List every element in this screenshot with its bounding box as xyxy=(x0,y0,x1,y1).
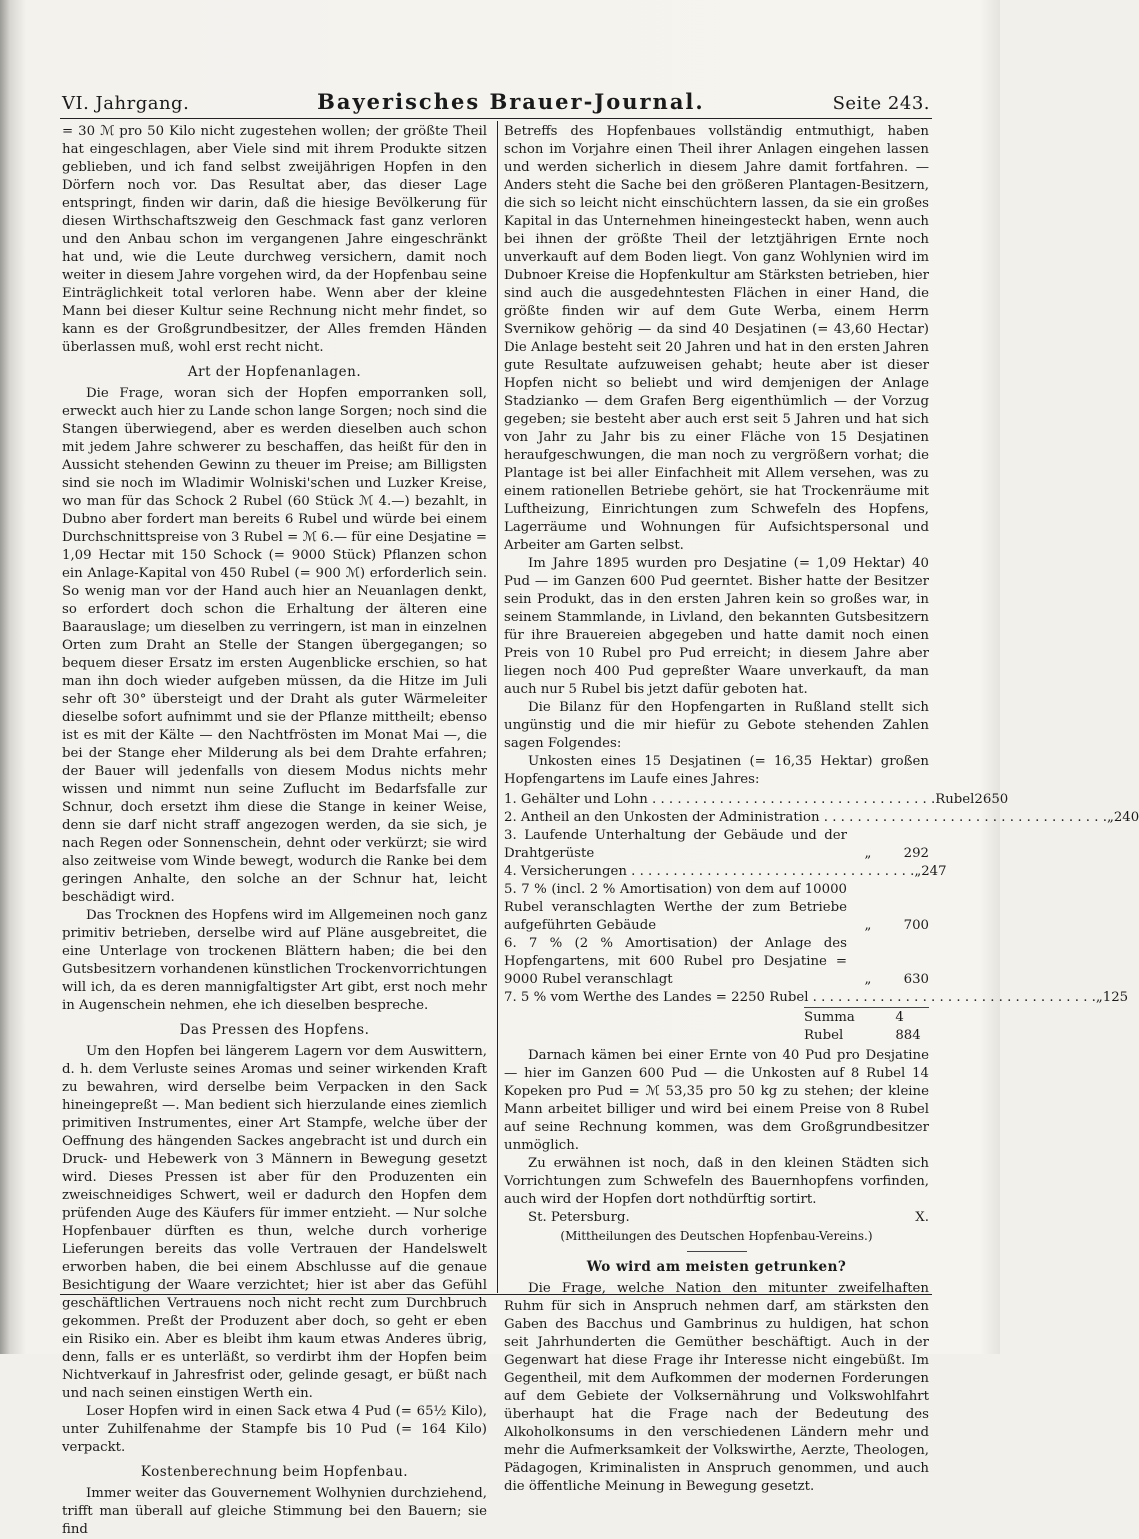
section-heading-kostenberechnung: Kostenberechnung beim Hopfenbau. xyxy=(140,1464,409,1480)
header-rule xyxy=(60,118,932,119)
author-signature: X. xyxy=(915,1210,929,1225)
cost-value: 240 xyxy=(1113,810,1139,825)
paragraph: Das Trocknen des Hopfens wird im Allgemeinen noch ganz primitiv betrieben, derselbe wird auf Pläne ausgebreitet, die eine Unterlage von trockenen Blättern haben; die bei den Gutsbesitzern vorhandenen künstlichen Trockenvorrichtungen will ich, da es deren mannigfaltigster Art gibt, erst noch mehr in Augenschein nehmen, ehe ich dieselben bespreche. xyxy=(62,908,487,1013)
paragraph: Betreffs des Hopfenbaues vollständig entmuthigt, haben schon im Vorjahre einen Theil ihrer Anlagen eingehen lassen und werden sicherlich in diesem Jahre damit fortfahren. — Anders steht die Sache bei den größeren Plantagen-Besitzern, die sich so leicht nicht einschüchtern lassen, da sie ein großes Kapital in das Unternehmen hineingesteckt haben, wenn auch bei ihnen der größte Theil der letztjährigen Ernte noch unverkauft auf dem Boden liegt. Von ganz Wohlynien wird im Dubnoer Kreise die Hopfenkultur am Stärksten betrieben, hier sind auch die ausgedehntesten Flächen in einer Hand, die größte finden wir auf dem Gute Werba, einem Herrn Svernikow gehörig — da sind 40 Desjatinen (= 43,60 Hectar) Die Anlage besteht seit 20 Jahren und hat in den ersten Jahren gute Resultate aufzuweisen gehabt; heute aber ist dieser Hopfen nicht so beliebt und wird demjenigen der Anlage Stadzianko — dem Grafen Berg eigenthümlich — der Vorzug gegeben; sie besteht aber auch erst seit 5 Jahren und hat sich von Jahr zu Jahr bis zu einer Fläche von 15 Desjatinen heraufgeschwungen, die man noch zu vergrößern vorhat; die Plantage ist bei aller Einfachheit mit Allem versehen, was zu einem rationellen Betriebe gehört, sie hat Trockenräume mit Luftheizung, Einrichtungen zum Schwefeln des Hopfens, Lagerräume und Wohnungen für Aufsichtspersonal und Arbeiter am Garten selbst. xyxy=(504,124,929,553)
cost-value: 630 xyxy=(903,972,929,987)
cost-label: 7. 5 % vom Werthe des Landes = 2250 Rubel . . . xyxy=(504,989,1096,1007)
cost-currency: „ xyxy=(914,864,922,879)
paragraph: Um den Hopfen bei längerem Lagern vor dem Auswittern, d. h. dem Verluste seines Aromas und seiner wirkenden Kraft zu bewahren, wird derselbe beim Verpacken in den Sack hineingepreßt —. Man bedient sich hierzulande eines ziemlich primitiven Instrumentes, einer Art Stampfe, welche über der Oeffnung des hängenden Sackes angebracht ist und durch ein Druck- und Hebewerk von 3 Männern in Bewegung gesetzt wird. Dieses Pressen ist aber für den Produzenten ein zweischneidiges Schwert, weil er dadurch den Hopfen dem prüfenden Auge des Käufers für immer entzieht. — Nur solche Hopfenbauer dürften es thun, welche durch vorherige Lieferungen bereits das volle Vertrauen der Handelswelt erworben haben, die bei einem Abschlusse auf die genaue Besichtigung der Waare verzichtet; hier ist aber das Gefühl geschäftlichen Vertrauens noch nicht recht zum Durchbruch gekommen. Preßt der Produzent aber doch, so geht er eben ein Risiko ein. Aber es bleibt ihm kaum etwas Anderes übrig, denn, falls er es unterläßt, so verdirbt ihm der Hopfen beim Nichtverkauf in Jahresfrist oder, gelinde gesagt, er büßt nach und nach seinen einstigen Werth ein. xyxy=(62,1044,487,1401)
cost-currency: „ xyxy=(864,972,872,987)
cost-row xyxy=(504,809,1139,827)
cost-value: 2650 xyxy=(974,792,1009,807)
cost-row xyxy=(504,863,947,881)
signature-line xyxy=(504,1209,929,1227)
article-divider xyxy=(687,1251,747,1252)
cost-currency: „ xyxy=(864,918,872,933)
cost-table xyxy=(504,791,1139,1045)
cost-row xyxy=(504,989,1129,1007)
cost-label: 6. 7 % (2 % Amortisation) der Anlage des Hopfengartens, mit 600 Rubel pro Desjatine = 9000 Rubel veranschlagt xyxy=(504,936,847,987)
cost-label: 2. Antheil an den Unkosten der Administration . . . xyxy=(504,809,1107,827)
column-separator xyxy=(497,121,498,1293)
cost-currency: Rubel xyxy=(935,792,975,807)
total-label: Summa Rubel xyxy=(804,1010,855,1043)
volume-label: VI. Jahrgang. xyxy=(62,93,190,114)
place-name: St. Petersburg. xyxy=(528,1210,630,1225)
section-heading-hopfenanlagen: Art der Hopfenanlagen. xyxy=(187,364,362,380)
cost-currency: „ xyxy=(864,846,872,861)
paragraph: Immer weiter das Gouvernement Wolhynien durchziehend, trifft man überall auf gleiche Stimmung bei den Bauern; sie find xyxy=(62,1486,487,1537)
paragraph: Die Bilanz für den Hopfengarten in Rußland stellt sich ungünstig und die mir hiefür zu Gebote stehenden Zahlen sagen Folgendes: xyxy=(504,700,929,751)
page-header xyxy=(62,84,930,114)
page-number: Seite 243. xyxy=(832,93,930,114)
paragraph: Unkosten eines 15 Desjatinen (= 16,35 Hektar) großen Hopfengartens im Laufe eines Jahres: xyxy=(504,754,929,787)
cost-currency: „ xyxy=(1095,990,1103,1005)
cost-currency: „ xyxy=(1106,810,1114,825)
cost-total xyxy=(804,1007,929,1045)
cost-label: 1. Gehälter und Lohn . . . xyxy=(504,791,935,809)
cost-row xyxy=(504,827,929,863)
cost-label: 5. 7 % (incl. 2 % Amortisation) von dem auf 10000 Rubel veranschlagten Werthe der zum Betriebe aufgeführten Gebäude xyxy=(504,882,847,933)
total-value: 4 884 xyxy=(895,1010,921,1043)
cost-row xyxy=(504,935,929,989)
journal-title: Bayerisches Brauer-Journal. xyxy=(317,89,705,114)
paragraph: Die Frage, woran sich der Hopfen emporranken soll, erweckt auch hier zu Lande schon lange Sorgen; noch sind die Stangen überwiegend, aber es werden dieselben auch schon mit jedem Jahre schwerer zu beschaffen, das heißt für den in Aussicht stehenden Gewinn zu theuer im Preise; am Billigsten sind sie noch im Wladimir Wolniski'schen und Luzker Kreise, wo man für das Schock 2 Rubel (60 Stück ℳ 4.—) bezahlt, in Dubno aber fordert man bereits 6 Rubel und würde bei einem Durchschnittspreise von 3 Rubel = ℳ 6.— für eine Desjatine = 1,09 Hectar mit 150 Schock (= 9000 Stück) Pflanzen schon ein Anlage-Kapital von 450 Rubel (= 900 ℳ) erforderlich sein. So wenig man vor der Hand auch hier an Neuanlagen denkt, so erfordert doch schon die Erhaltung der älteren eine Baarauslage; um dieselben zu verringern, ist man in einzelnen Orten zum Draht an Stelle der Stangen übergegangen; so bequem dieser Ersatz im ersten Augenblicke erschien, so hat man ihn doch wieder aufgeben müssen, da die Hitze im Juli sehr oft 30° übersteigt und der Draht als guter Wärmeleiter dieselbe sofort aufnimmt und sie der Pflanze mittheilt; ebenso ist es mit der Kälte — den Nachtfrösten im Monat Mai —, die bei der Stange eher Milderung als bei dem Drahte erfahren; der Bauer will jedenfalls von diesem Modus nichts mehr wissen und nimmt nun seine Zuflucht im Bedarfsfalle zur Schnur, doch ersetzt ihm diese die Stange in keiner Weise, denn sie darf nicht straff angezogen werden, da sie sich, je nach Regen oder Sonnenschein, dehnt oder verkürzt; sie wird also zeitweise vom Winde bewegt, wodurch die Ranke bei dem geringen Anhalte, den solche an der Schnur hat, leicht beschädigt wird. xyxy=(62,386,487,905)
section-heading-pressen: Das Pressen des Hopfens. xyxy=(179,1022,370,1038)
cost-value: 700 xyxy=(903,918,929,933)
cost-row xyxy=(504,881,929,935)
cost-label: 3. Laufende Unterhaltung der Gebäude und der Drahtgerüste xyxy=(504,828,847,861)
cost-value: 292 xyxy=(903,846,929,861)
article-heading: Wo wird am meisten getrunken? xyxy=(586,1259,847,1275)
paragraph: Darnach kämen bei einer Ernte von 40 Pud pro Desjatine — hier im Ganzen 600 Pud — die Unkosten auf 8 Rubel 14 Kopeken pro Pud = ℳ 53,35 pro 50 kg zu stehen; der kleine Mann arbeitet billiger und wird bei einem Preise von 8 Rubel auf seine Rechnung kommen, was dem Großgrundbesitzer unmöglich. xyxy=(504,1048,929,1153)
paragraph: = 30 ℳ pro 50 Kilo nicht zugestehen wollen; der größte Theil hat eingeschlagen, aber Viele sind mit ihrem Produkte sitzen geblieben, und ich fand selbst zweijährigen Hopfen in den Dörfern noch vor. Das Resultat aber, das dieser Lage entspringt, finden wir darin, daß die hiesige Bevölkerung für diesen Wirthschaftszweig den Geschmack fast ganz verloren und den Anbau schon im vergangenen Jahre eingeschränkt hat und, wie die Leute durchweg versichern, damit noch weiter in diesem Jahre vorgehen wird, da der Hopfenbau seine Einträglichkeit total verloren habe. Wenn aber der kleine Mann bei dieser Kultur seine Rechnung nicht mehr findet, so kann es der Großgrundbesitzer, der Alles fremden Händen überlassen muß, wohl erst recht nicht. xyxy=(62,124,487,355)
source-note: (Mittheilungen des Deutschen Hopfenbau-Vereins.) xyxy=(560,1229,873,1243)
paragraph: Zu erwähnen ist noch, daß in den kleinen Städten sich Vorrichtungen zum Schwefeln des Bauernhopfens vorfinden, auch wird der Hopfen dort nothdürftig sortirt. xyxy=(504,1156,929,1207)
cost-value: 247 xyxy=(921,864,947,879)
footer-rule xyxy=(60,1294,932,1295)
cost-label: 4. Versicherungen . . . xyxy=(504,863,914,881)
cost-value: 125 xyxy=(1102,990,1129,1005)
paragraph: Die Frage, welche Nation den mitunter zweifelhaften Ruhm für sich in Anspruch nehmen darf, am stärksten den Gaben des Bacchus und Gambrinus zu huldigen, hat schon seit Jahrhunderten die Gemüther beschäftigt. Auch in der Gegenwart hat diese Frage ihr Interesse nicht eingebüßt. Im Gegentheil, mit dem Aufkommen der modernen Forderungen auf dem Gebiete der Volksernährung und Volkswohlfahrt überhaupt hat die Frage nach der Bedeutung des Alkoholkonsums in den verschiedenen Ländern mehr und mehr die Aufmerksamkeit der Volkswirthe, Aerzte, Theologen, Pädagogen, Kriminalisten in Anspruch genommen, und auch die öffentliche Meinung in Bewegung gesetzt. xyxy=(504,1281,929,1494)
right-column xyxy=(504,123,1139,1494)
paragraph: Loser Hopfen wird in einen Sack etwa 4 Pud (= 65½ Kilo), unter Zuhilfenahme der Stampfe bis 10 Pud (= 164 Kilo) verpackt. xyxy=(62,1404,487,1455)
paragraph: Im Jahre 1895 wurden pro Desjatine (= 1,09 Hektar) 40 Pud — im Ganzen 600 Pud geerntet. Bisher hatte der Besitzer sein Produkt, das in den ersten Jahren kein so großes war, in seinem Stammlande, in Livland, den bekannten Gutsbesitzern für ihre Brauereien abgegeben und hatte damit noch einen Preis von 10 Rubel pro Pud erreicht; in diesem Jahre aber liegen noch 400 Pud gepreßter Waare unverkauft, da man auch nur 5 Rubel bis jetzt dafür geboten hat. xyxy=(504,556,929,697)
cost-row xyxy=(504,791,1009,809)
left-column xyxy=(62,123,487,1537)
